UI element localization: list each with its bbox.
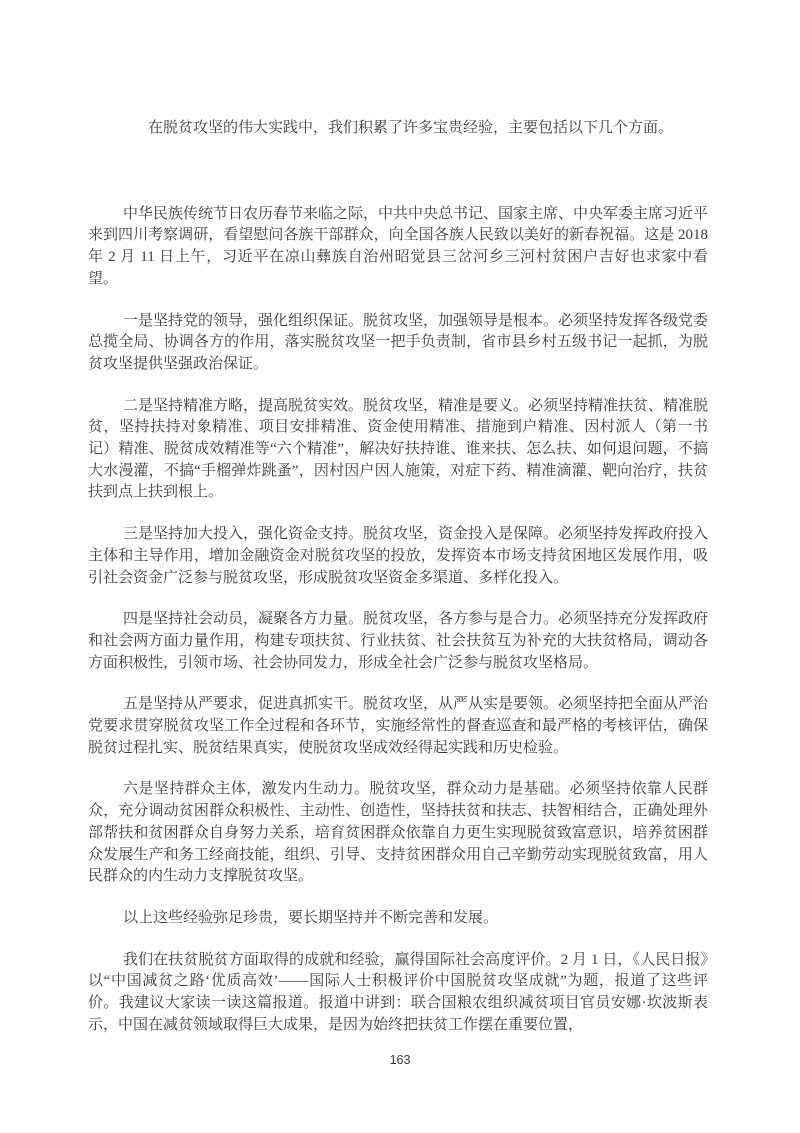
paragraph-point-6-people-motivation: 六是坚持群众主体，激发内生动力。脱贫攻坚，群众动力是基础。必须坚持依靠人民群众，充分调动贫困群众积极性、主动性、创造性，坚持扶贫和扶志、扶智相结合，正确处理外部帮扶和贫困群众自身努力关系，培育贫困群众依靠自力更生实现脱贫致富意识，培养贫困群众发展生产和务工经商技能，组织、引导、支持贫困群众用自己辛勤劳动实现脱贫致富，用人民群众的内生动力支撑脱贫攻坚。 bbox=[88, 781, 708, 885]
paragraph-intro: 在脱贫攻坚的伟大实践中，我们积累了许多宝贵经验，主要包括以下几个方面。 bbox=[148, 120, 674, 136]
paragraph-spring-festival-visit: 中华民族传统节日农历春节来临之际，中共中央总书记、国家主席、中央军委主席习近平来到四川考察调研，看望慰问各族干部群众，向全国各族人民致以美好的新春祝福。这是 2018 年 2 月 11 日上午，习近平在凉山彝族自治州昭觉县三岔河乡三河村贫困户吉好也求家中看望。 bbox=[88, 205, 709, 287]
paragraph-point-4-social-mobilization: 四是坚持社会动员，凝聚各方力量。脱贫攻坚，各方参与是合力。必须坚持充分发挥政府和社会两方面力量作用，构建专项扶贫、行业扶贫、社会扶贫互为补充的大扶贫格局，调动各方面积极性，引领市场、社会协同发力，形成全社会广泛参与脱贫攻坚格局。 bbox=[88, 611, 709, 671]
paragraph-summary: 以上这些经验弥足珍贵，要长期坚持并不断完善和发展。 bbox=[123, 909, 499, 926]
paragraph-point-2-precision-strategy: 二是坚持精准方略，提高脱贫实效。脱贫攻坚，精准是要义。必须坚持精准扶贫、精准脱贫，坚持扶持对象精准、项目安排精准、资金使用精准、措施到户精准、因村派人（第一书记）精准、脱贫成效精准等“六个精准”，解决好扶持谁、谁来扶、怎么扶、如何退问题，不搞大水漫灌，不搞“手榴弹炸跳蚤”，因村因户因人施策，对症下药、精准滴灌、靶向治疗，扶贫扶到点上扶到根上。 bbox=[88, 397, 709, 501]
page-number: 163 bbox=[389, 1053, 411, 1067]
text-content bbox=[88, 118, 708, 1037]
paragraph-point-3-funding-support: 三是坚持加大投入，强化资金支持。脱贫攻坚，资金投入是保障。必须坚持发挥政府投入主体和主导作用，增加金融资金对脱贫攻坚的投放，发挥资本市场支持贫困地区发展作用，吸引社会资金广泛参与脱贫攻坚，形成脱贫攻坚资金多渠道、多样化投入。 bbox=[88, 526, 709, 586]
paragraph-international-praise: 我们在扶贫脱贫方面取得的成就和经验，赢得国际社会高度评价。2 月 1 日，《人民日报》以“中国减贫之路‘优质高效’——国际人士积极评价中国脱贫攻坚成就”为题，报道了这些评价。我建议大家读一读这篇报道。报道中讲到：联合国粮农组织减贫项目官员安娜·坎波斯表示，中国在减贫领域取得巨大成果，是因为始终把扶贫工作摆在重要位置， bbox=[88, 951, 708, 1033]
paragraph-point-5-strict-requirements: 五是坚持从严要求，促进真抓实干。脱贫攻坚，从严从实是要领。必须坚持把全面从严治党要求贯穿脱贫攻坚工作全过程和各环节，实施经常性的督查巡查和最严格的考核评估，确保脱贫过程扎实、脱贫结果真实，使脱贫攻坚成效经得起实践和历史检验。 bbox=[88, 696, 709, 756]
paragraph-point-1-party-leadership: 一是坚持党的领导，强化组织保证。脱贫攻坚，加强领导是根本。必须坚持发挥各级党委总揽全局、协调各方的作用，落实脱贫攻坚一把手负责制，省市县乡村五级书记一起抓，为脱贫攻坚提供坚强政治保证。 bbox=[88, 312, 709, 372]
